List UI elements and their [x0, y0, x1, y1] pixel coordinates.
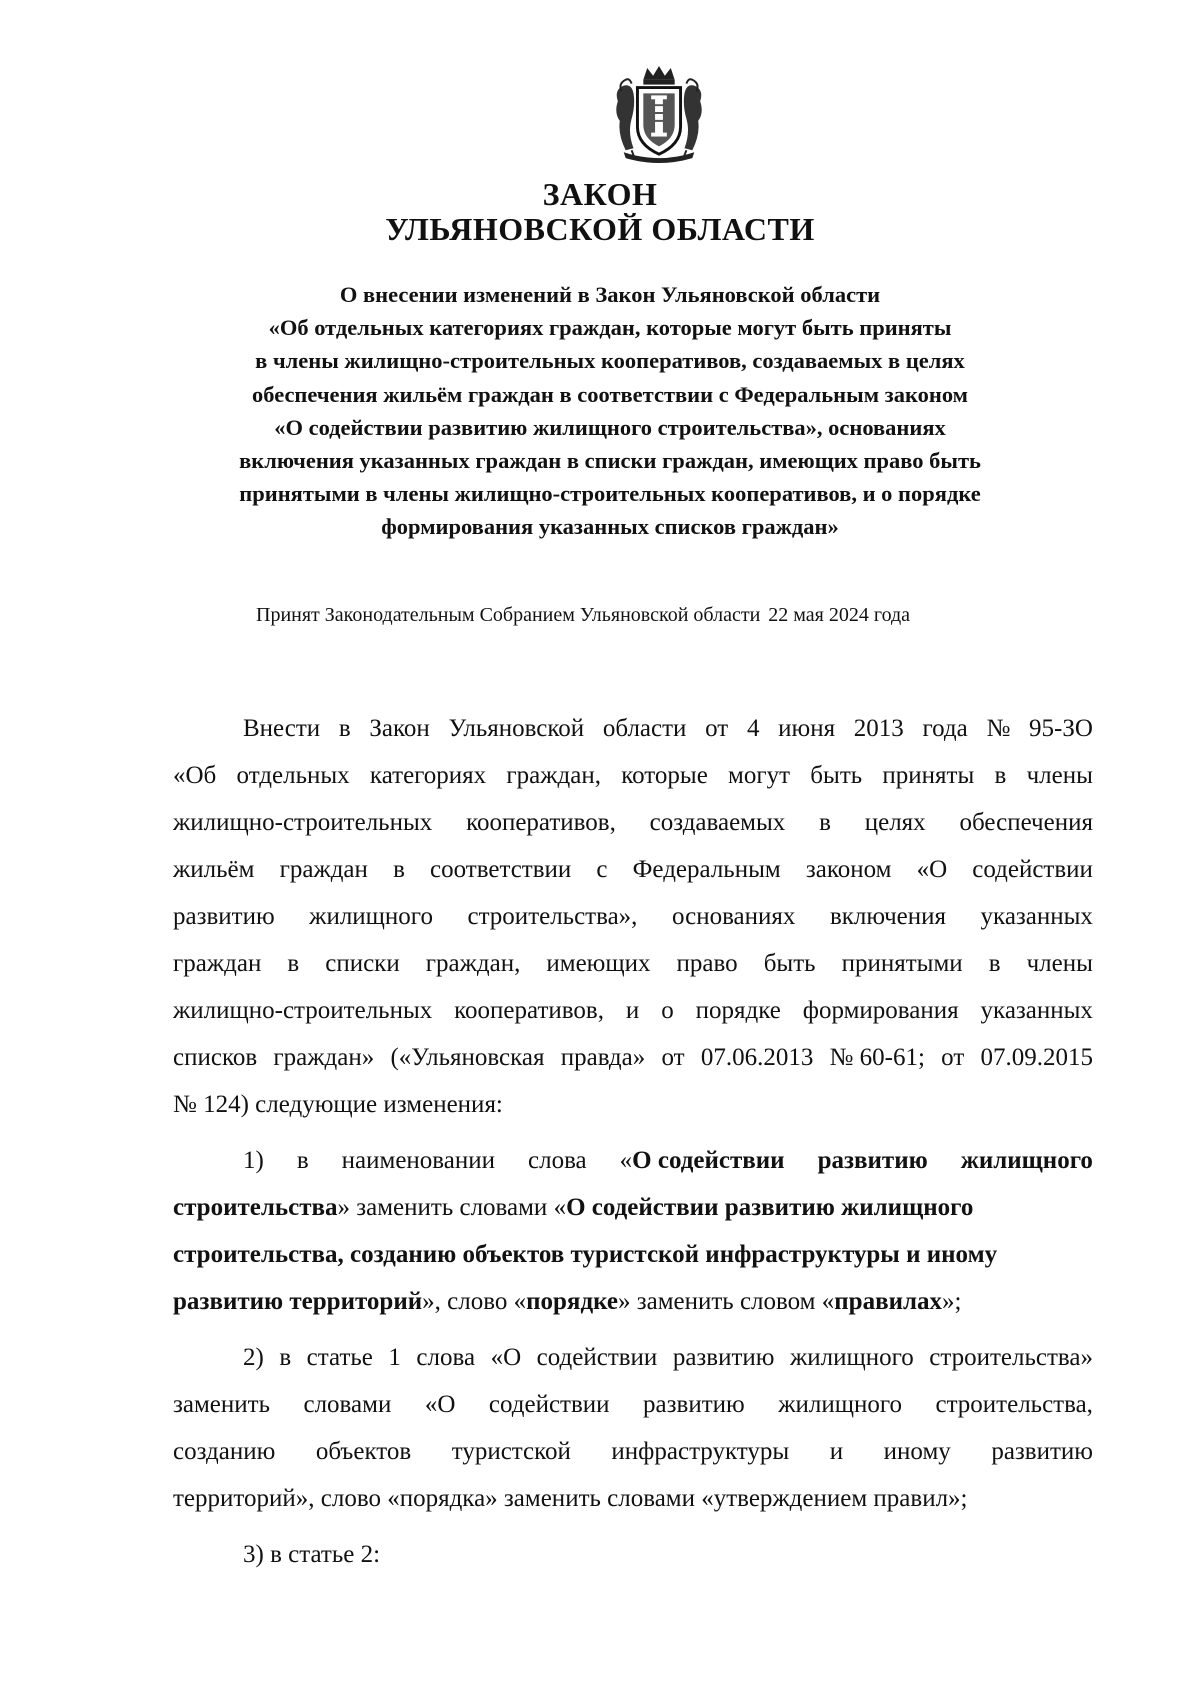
body-line: жилищно-строительных кооперативов, создаваемых в целях обеспечения: [173, 809, 1093, 836]
body-line: Внести в Закон Ульяновской области от 4 июня 2013 года № 95-ЗО: [243, 715, 1093, 742]
subject-line: «О содействии развитию жилищного строительства», основаниях: [274, 414, 946, 440]
adoption-date: 22 мая 2024 года: [768, 604, 911, 626]
body-line: «Об отдельных категориях граждан, которые могут быть приняты в члены: [173, 762, 1093, 789]
adoption-text: Принят Законодательным Собранием Ульяновской области: [256, 604, 761, 626]
subject-line: в члены жилищно-строительных кооперативов, создаваемых в целях: [255, 348, 965, 374]
body-line: жильём граждан в соответствии с Федеральным законом «О содействии: [173, 856, 1093, 883]
law-region: УЛЬЯНОВСКОЙ ОБЛАСТИ: [385, 211, 815, 247]
body-line: территорий», слово «порядка» заменить словами «утверждением правил»;: [173, 1485, 968, 1512]
subject-line: принятыми в члены жилищно-строительных кооперативов, и о порядке: [239, 481, 981, 507]
body-line: строительства» заменить словами «О содействии развитию жилищного: [173, 1194, 974, 1221]
body-line: заменить словами «О содействии развитию жилищного строительства,: [173, 1391, 1093, 1418]
body-line: развитию жилищного строительства», основаниях включения указанных: [173, 903, 1093, 930]
subject-line: обеспечения жильём граждан в соответствии с Федеральным законом: [251, 381, 968, 407]
law-subject: [150, 278, 1070, 544]
body-line: строительства, созданию объектов туристской инфраструктуры и иному: [173, 1241, 998, 1268]
amendment-item-1: 1) в наименовании слова «О содействии развитию жилищного: [243, 1147, 1093, 1174]
body-line: граждан в списки граждан, имеющих право быть принятыми в члены: [173, 950, 1093, 977]
coat-of-arms-icon: [610, 62, 708, 166]
subject-line: О внесении изменений в Закон Ульяновской области: [339, 282, 881, 307]
subject-line: «Об отдельных категориях граждан, которые могут быть приняты: [268, 315, 952, 341]
amendment-item-3: 3) в статье 2:: [243, 1541, 381, 1568]
body-line: жилищно-строительных кооперативов, и о порядке формирования указанных: [173, 997, 1093, 1024]
body-line: развитию территорий», слово «порядке» заменить словом «правилах»;: [173, 1288, 962, 1315]
subject-line: включения указанных граждан в списки граждан, имеющих право быть: [239, 448, 981, 474]
subject-line: формирования указанных списков граждан»: [381, 514, 839, 540]
amendment-item-2: 2) в статье 1 слова «О содействии развитию жилищного строительства»: [243, 1344, 1093, 1371]
body-line: списков граждан» («Ульяновская правда» от 07.06.2013 № 60-61; от 07.09.2015: [173, 1044, 1093, 1071]
body-line: № 124) следующие изменения:: [173, 1091, 503, 1118]
adoption-note: [256, 604, 910, 627]
law-body: [173, 705, 1093, 1578]
body-line: созданию объектов туристской инфраструктуры и иному развитию: [173, 1438, 1093, 1465]
law-title: ЗАКОН: [542, 176, 658, 212]
